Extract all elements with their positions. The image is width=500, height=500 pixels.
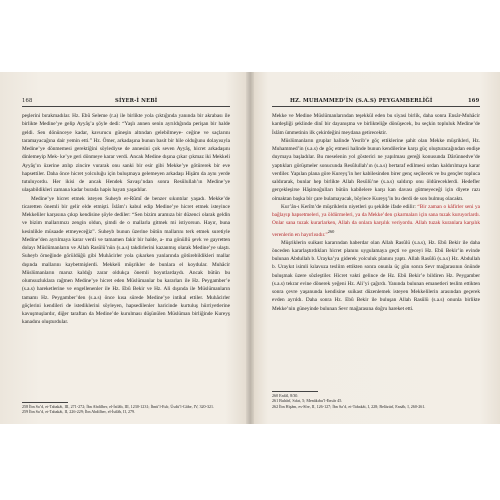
left-body-text [22,112,230,327]
right-paragraph-4: Müşriklerin suikast kararından haberdar olan Allah Rasûlü (s.a.s), Hz. Ebû Bekir ile daha önceden kararlaştırdıkları hicret planını uygulamaya geçti ve geceyi Hz. Ebû Bekir’in evinde bulunan Abdullah b. Urayka’ya giderek yolculuk planını yaptı. Allah Rasûlü (s.a.s) Hz. Abdullah b. Uraykıt isimli kılavuza tesliim ettikten sonra onunla üç gün sonra Sevr mağarasının önünde buluşmak üzere sözleştiler. Hicret vakti gelince de Hz. Ebû Bekir’e bildiren Hz. Peygamber (s.a.s) tekrar evine dönerek yeğeni Hz. Ali’yi çağırdı. Yanında bulunan emanetleri teslim ettikten sonra çevre yaşanunda kendisine suikast düzenlemek isteyen Mekkelilerin arasından geçerek evden ayrıldı. Daha sonra Hz. Ebû Bekir ile buluşan Allah Rasûlü (s.a.s) onunla birlikte Mekke’nin güneyinde bulunan Sevr mağarasına doğru hareket etti. [272,239,480,312]
quran-intro: Kur’ân-ı Kerîm’de müşriklerin niyetleri şu şekilde ifade edilir: [281,203,416,210]
right-footnote-261: 261 Buhârî, Sıfat, 5; Menâkıbu’l-Ensâr 45. [272,398,343,404]
left-paragraph-1: peşlerini bırakmadılar. Hz. Ebû Seleme (r.a) ile birlikte yola çıktığında yanında bir akrabası ile birlikte Medine’ye gelip Ayyâş’a şöyle dedi: “Yaşlı annen senin ayrıldığında perişan bir halde geldi. Sen dönünceye kadar, kavurucu güneşin altından gelebilmeye- ceğine ve saçlarını taramayacağına dair yemin etti.” Hz. Ömer, arkadaşına bunun basit bir hile olduğunu dolayısıyla Medine’ye dönmemesi gerektiğini söylediyse de annesini çok seven Ayyâş, hicret arkadaşını dinlemeyip Mek- ke’ye geri dönmeye karar verdi. Ancak Medine dışına çıkar çıkmaz iki Mekkeli Ayyâş’ın üzerine atılıp zincire vurarak onu sanki bir esir gibi Mekke’ye götürerek bir eve hapsettiler. Daha önce hicret yolculuğu için buluşmaya gelemeyen arkadaşı Hişâm da aynı yerde tutuluyordu. Her ikisi de ancak Hendek Savaşı’ndan sonra Resûlullah’ın Medine’ye ulaşabildikleri zamana kadar burada hapis hayatı yaşadılar. [22,113,230,194]
footnote-ref-260: 260 [327,228,335,234]
left-paragraph-2: Medine’ye hicret etmek isteyen Suheyb er-Rûmî de benzer sıkıntılar yaşadı. Mekke’de ticaretten önemli bir gelir elde etmişti. İslâm’ı kabul edip Medine’ye hicret etmek isteyince Mekkeliler karşısına çıkıp kendisine şöyle dediler: “Sen bizim aramıza bir düzenci olarak geldin ve bizim mallarımızı zengin oldun, şimdi de o mallarla gitmek mi istiyorsun. Hayır, buna kesinlikle müsaade etmeyeceğiz”. Suheyb bunun üzerine bütün mallarını terk etmek suretiyle Medine’den ayrılmaya karar verdi ve tamamen fakir bir halde, a- ma gönüllü şevk ve gayretten dolayı Müslümanların ve Allah Rasûlü’nün (s.a.s) takdirlerini kazanmış olarak Medine’ye ulaştı. Suheyb örneğinde görüldüğü gibi Muhâcirler yola çıkarken yanlarında götürebildikleri mallar dışında mallarını kaybetmişlerdi. Mekkeli müşrikler de bunlara el koydular. Muhâcir Müslümanların maruz kaldığı zarar oldukça önemli boyutlardaydı. Ancak bütün bu olumsuzluklara rağmen Medine’ye hicret eden Müslümanlar bu kararları ile Hz. Peygamber’e (s.a.s) hareketlerine ve engellenenler ile Hz. Ebû Bekir ve Hz. Ali dışında ile Müslümanların tamamı Hz. Peygamber’den (s.a.s) önce kısa sürede Medine’ye intikal ettiler. Muhâcirler göçlerini kendileri de istediklerini söyleyen, hapsedilenler haricinde kurtuluş hürriyetlerine kavuşmuşlardır, diğer taraftan da Medine’de kurulması düşünülen Müslüman birliğinde Kureyş kanadını oluşturdular. [22,195,230,326]
right-footnote-262: 262 İbn Hişâm, es-Sîre, II, 126-127; İbn Sa’d, et-Tabakât, I, 228; Belâzürî, Ensâb, I, 260-261. [272,403,426,409]
left-page-number: 168 [22,98,33,104]
left-footnote-258: 258 İbn Sa’d, et-Tabakât, III, 271-272; İbn Abdilber, el-İstîâb, III, 1230-1231; İbnü’l-Esîr, Üsdü’l-Gâbe, IV, 320-321. [22,404,215,409]
right-footnote-260: 260 Enfâl, 8/30. [272,393,299,398]
right-body-text [272,112,480,313]
left-running-title: SİYER-İ NEBİ [115,98,158,104]
right-paragraph-2: Müslümanların gruplar halinde Yesrib’e göç ettiklerine şahit olan Mekke müşrikleri, Hz. Muhammed’in (s.a.s) de göç etmesi halinde bunun kendilerine karşı güç oluşturacağından endişe duymaya başladılar. Bu meselenin yol gösterici ne yapılması gereği konusunda Dârünnedve’de yaptıkları görüşmeler sonucunda Resûlullah’ın (s.a.s) bertaraf edilmesi ordan kaldırılmaya karar verdiler. Yapılan plana göre Kureyş’in her kabilesinden birer genç seçilecek ve bu gençler topluca saldırarak, bunlar hep birlikte Allah Resûlü’ne (s.a.s) saldırıp onu öldüreceklerdi. Hedefler gerçekleşirse Hâşimoğulları bütün kabilelere karşı kan davası gütmeyeceği için diyete razı olmaktan başka bir çare bulamayacak, böylece Kureyş’in bu derdi de son bulmuş olacaktı. [272,137,480,202]
right-header-rule [272,106,480,107]
open-book [0,72,500,424]
right-running-title: HZ. MUHAMMED’İN (S.A.S) PEYGAMBERLİĞİ [290,98,433,104]
left-page [0,72,250,424]
left-footnote-rule [22,402,68,403]
right-page [250,72,500,424]
right-paragraph-3 [272,203,480,239]
right-footnotes [272,393,480,409]
quran-quote: “Bir zaman o kâfirler seni ya bağlayıp hapsetmeleri, ya öldürmeleri, ya da Mekke’den çıkarmaları için sana tuzak kuruyorlardı. Onlar sana tuzak kurarlarken, Allah da onlara karşılık veriyordu. Allah tuzak kuranlara karşılık verenlerin en hayırlısıdır.” [272,203,481,238]
right-paragraph-1: Mekke ve Medine Müslümanlarından teşekkül eden bu siyasi birlik, daha sonra Ensâr-Muhâcir kardeşliği şeklinde dinî bir dayanışma ve birlikteliğe dönüşecek, bu seçkin topluluk Medine’de İslâm ümmetinin ilk çekirdeğini meydana getirecektir. [272,113,480,136]
right-footnote-rule [272,391,318,392]
left-header-rule [22,106,230,107]
right-page-number: 169 [468,98,480,104]
left-footnote-259: 259 İbn Sa’d, et-Tabakât, II, 226-229; İbn Abdilber, el-İstîâb, II, 279. [22,409,136,415]
left-footnotes [22,404,230,415]
book-spine [246,72,254,424]
